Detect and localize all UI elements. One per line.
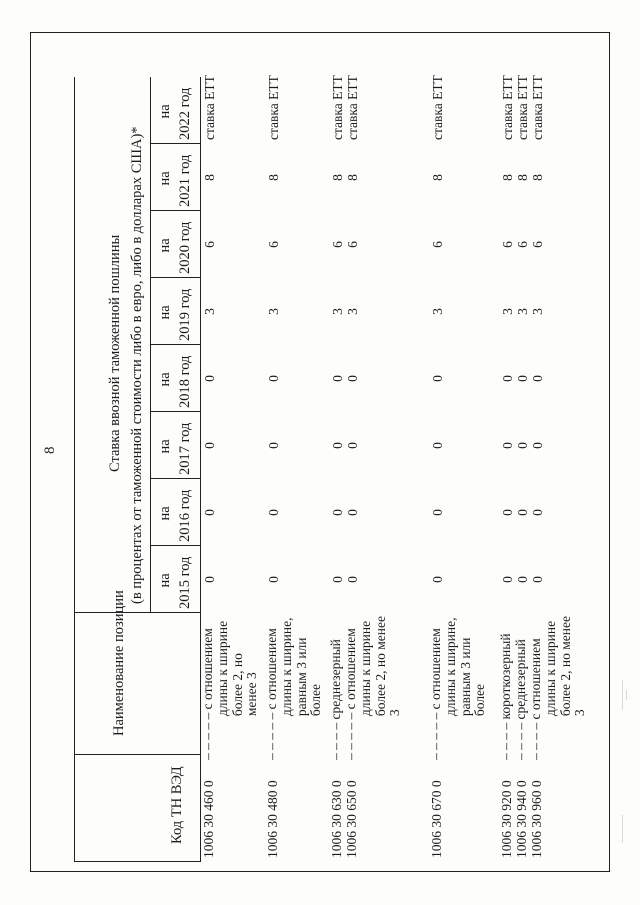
row-rate-value: 0	[345, 576, 360, 583]
row-rate-value: 0	[430, 442, 445, 449]
table-rule	[74, 754, 200, 755]
row-rate-value: 0	[530, 576, 545, 583]
row-rate-value: 0	[500, 509, 515, 516]
row-rate-value: 8	[330, 174, 345, 181]
year-header-bottom: 2021 год	[177, 154, 193, 207]
row-name: – – – – с отношением длины к ширине более 2, но менее 3	[528, 615, 588, 760]
row-code: 1006 30 480 0	[265, 780, 280, 858]
row-name: – – – – – с отношением длины к ширине более 2, но менее 3	[343, 615, 403, 760]
year-header-top: на	[157, 171, 173, 186]
year-header-top: на	[157, 439, 173, 454]
row-rate-value: 0	[500, 442, 515, 449]
row-code: 1006 30 630 0	[329, 780, 344, 858]
row-rate-value: 3	[515, 308, 530, 315]
row-rate-value: ставка ЕТТ	[330, 75, 345, 140]
row-name: – – – – – с отношением длины к ширине, равным 3 или более	[264, 617, 324, 760]
row-rate-value: 0	[330, 442, 345, 449]
row-rate-value: 6	[500, 241, 515, 248]
row-rate-value: ставка ЕТТ	[202, 75, 217, 140]
row-code: 1006 30 960 0	[529, 780, 544, 858]
row-rate-value: 0	[500, 375, 515, 382]
row-rate-value: 8	[202, 174, 217, 181]
row-rate-value: 0	[530, 375, 545, 382]
scan-artifact	[622, 680, 623, 710]
row-code: 1006 30 650 0	[344, 780, 359, 858]
row-rate-value: 0	[430, 375, 445, 382]
row-code: 1006 30 670 0	[429, 780, 444, 858]
row-rate-value: 0	[500, 576, 515, 583]
row-rate-value: 6	[330, 241, 345, 248]
year-header-top: на	[157, 104, 173, 119]
row-rate-value: 0	[266, 576, 281, 583]
row-rate-value: 8	[500, 174, 515, 181]
row-name: – – – – среднезерный	[513, 639, 528, 760]
row-rate-value: 0	[266, 375, 281, 382]
year-header-bottom: 2022 год	[177, 87, 193, 140]
rotated-content	[30, 32, 610, 872]
year-header-top: на	[157, 573, 173, 588]
scan-artifact	[622, 815, 623, 843]
row-rate-value: 8	[430, 174, 445, 181]
year-header-bottom: 2019 год	[177, 288, 193, 341]
row-name: – – – – среднезерный	[328, 639, 343, 760]
row-rate-value: 0	[330, 375, 345, 382]
header-rate-title: Ставка ввозной таможенной пошлины	[107, 234, 123, 472]
year-header-bottom: 2015 год	[177, 556, 193, 609]
row-rate-value: 8	[345, 174, 360, 181]
row-rate-value: ставка ЕТТ	[430, 75, 445, 140]
row-rate-value: 3	[430, 308, 445, 315]
row-rate-value: 0	[515, 576, 530, 583]
year-header-top: на	[157, 305, 173, 320]
year-header-top: на	[157, 506, 173, 521]
row-rate-value: 6	[515, 241, 530, 248]
row-rate-value: ставка ЕТТ	[266, 75, 281, 140]
row-rate-value: 3	[330, 308, 345, 315]
table-rule	[74, 861, 200, 862]
row-rate-value: 0	[530, 442, 545, 449]
row-rate-value: 6	[430, 241, 445, 248]
table-rule	[74, 612, 200, 613]
row-rate-value: 0	[266, 509, 281, 516]
table-rule	[150, 143, 200, 144]
header-code-column: Код ТН ВЭД	[169, 766, 185, 844]
row-rate-value: 0	[530, 509, 545, 516]
row-rate-value: 0	[345, 442, 360, 449]
year-header-bottom: 2018 год	[177, 355, 193, 408]
row-rate-value: ставка ЕТТ	[345, 75, 360, 140]
header-name-column: Наименование позиции	[111, 590, 127, 736]
row-rate-value: 0	[345, 509, 360, 516]
table-rule	[150, 210, 200, 211]
row-rate-value: 0	[330, 576, 345, 583]
table-rule	[150, 277, 200, 278]
row-rate-value: ставка ЕТТ	[500, 75, 515, 140]
row-rate-value: ставка ЕТТ	[515, 75, 530, 140]
row-rate-value: 8	[266, 174, 281, 181]
row-rate-value: 3	[202, 308, 217, 315]
row-code: 1006 30 940 0	[514, 780, 529, 858]
row-rate-value: 0	[202, 576, 217, 583]
row-rate-value: 0	[515, 375, 530, 382]
row-rate-value: 0	[515, 509, 530, 516]
header-rate-subtitle: (в процентах от таможенной стоимости либо в евро, либо в долларах США)*	[129, 126, 145, 604]
row-name: – – – – короткозерный	[498, 633, 513, 760]
row-rate-value: 6	[530, 241, 545, 248]
row-rate-value: 0	[430, 509, 445, 516]
row-rate-value: 0	[515, 442, 530, 449]
row-rate-value: 3	[500, 308, 515, 315]
row-rate-value: 0	[345, 375, 360, 382]
row-rate-value: 0	[202, 509, 217, 516]
row-rate-value: 3	[266, 308, 281, 315]
year-header-bottom: 2016 год	[177, 489, 193, 542]
table-rule	[150, 344, 200, 345]
row-rate-value: 6	[266, 241, 281, 248]
row-rate-value: 0	[266, 442, 281, 449]
table-rule	[150, 411, 200, 412]
table-rule	[150, 545, 200, 546]
row-rate-value: 8	[515, 174, 530, 181]
row-rate-value: ставка ЕТТ	[530, 75, 545, 140]
row-name: – – – – – с отношением длины к ширине, равным 3 или более	[428, 617, 488, 760]
row-code: 1006 30 460 0	[201, 780, 216, 858]
row-name: – – – – – с отношением длины к ширине более 2, но менее 3	[200, 620, 260, 760]
row-rate-value: 3	[345, 308, 360, 315]
year-header-bottom: 2017 год	[177, 422, 193, 475]
row-rate-value: 6	[345, 241, 360, 248]
year-header-top: на	[157, 238, 173, 253]
table-rule	[74, 77, 75, 862]
table-rule	[150, 77, 151, 613]
row-rate-value: 0	[430, 576, 445, 583]
row-rate-value: 0	[202, 375, 217, 382]
year-header-top: на	[157, 372, 173, 387]
table-rule	[150, 478, 200, 479]
row-rate-value: 0	[330, 509, 345, 516]
page-number: 8	[42, 446, 58, 454]
year-header-bottom: 2020 год	[177, 221, 193, 274]
row-code: 1006 30 920 0	[499, 780, 514, 858]
row-rate-value: 6	[202, 241, 217, 248]
row-rate-value: 8	[530, 174, 545, 181]
row-rate-value: 3	[530, 308, 545, 315]
row-rate-value: 0	[202, 442, 217, 449]
scan-artifact	[626, 690, 627, 700]
